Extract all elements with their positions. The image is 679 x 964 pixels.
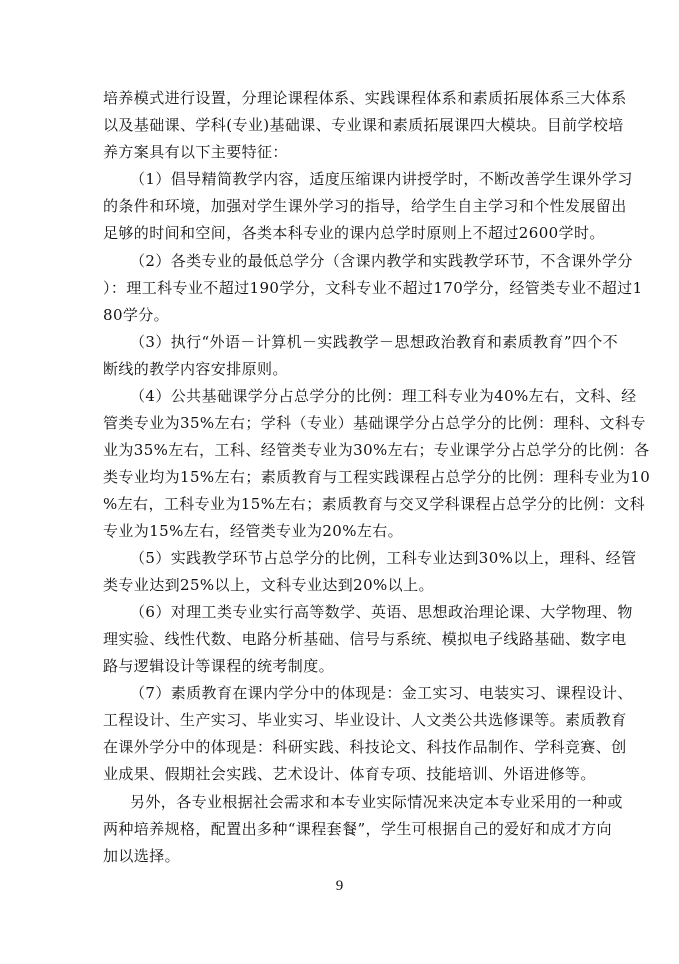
text-line: 足够的时间和空间，各类本科专业的课内总学时原则上不超过2600学时。 (103, 224, 605, 242)
text-line: 的条件和环境，加强对学生课外学习的指导，给学生自主学习和个性发展留出 (103, 197, 627, 215)
text-line: 两种培养规格，配置出多种“课程套餐”，学生可根据自己的爱好和成才方向 (103, 820, 612, 838)
text-line: 以及基础课、学科(专业)基础课、专业课和素质拓展课四大模块。目前学校培 (103, 116, 624, 134)
text-line: 养方案具有以下主要特征： (103, 143, 288, 161)
text-line: %左右，工科专业为15%左右；素质教育与交叉学科课程占总学分的比例：文科 (103, 495, 645, 513)
paragraph-2-line: （2）各类专业的最低总学分（含课内教学和实践教学环节，不含课外学分 (130, 252, 633, 270)
paragraph-3-line: （3）执行“外语－计算机－实践教学－思想政治教育和素质教育”四个不 (130, 333, 619, 351)
closing-paragraph-line: 另外，各专业根据社会需求和本专业实际情况来决定本专业采用的一种或 (130, 793, 623, 811)
text-line: 断线的教学内容安排原则。 (103, 360, 288, 378)
text-line: 业成果、假期社会实践、艺术设计、体育专项、技能培训、外语进修等。 (103, 765, 596, 783)
text-line: 路与逻辑设计等课程的统考制度。 (103, 657, 335, 675)
text-line: 理实验、线性代数、电路分析基础、信号与系统、模拟电子线路基础、数字电 (103, 630, 627, 648)
text-line: 80学分。 (103, 306, 170, 324)
paragraph-4-line: （4）公共基础课学分占总学分的比例：理工科专业为40%左右，文科、经 (130, 387, 637, 405)
text-line: 业为35%左右，工科、经管类专业为30%左右；专业课学分占总学分的比例：各 (103, 441, 650, 459)
paragraph-6-line: （6）对理工类专业实行高等数学、英语、思想政治理论课、大学物理、物 (130, 603, 633, 621)
text-line: 类专业达到25%以上，文科专业达到20%以上。 (103, 576, 434, 594)
paragraph-5-line: （5）实践教学环节占总学分的比例，工科专业达到30%以上，理科、经管 (130, 549, 637, 567)
text-line: 工程设计、生产实习、毕业实习、毕业设计、人文类公共选修课等。素质教育 (103, 711, 627, 729)
text-line: 加以选择。 (103, 847, 181, 865)
text-line: ）：理工科专业不超过190学分，文科专业不超过170学分，经管类专业不超过1 (103, 279, 643, 297)
paragraph-1-line: （1）倡导精简教学内容，适度压缩课内讲授学时，不断改善学生课外学习 (130, 170, 633, 188)
text-line: 培养模式进行设置，分理论课程体系、实践课程体系和素质拓展体系三大体系 (103, 89, 627, 107)
text-line: 在课外学分中的体现是：科研实践、科技论文、科技作品制作、学科竞赛、创 (103, 738, 627, 756)
text-line: 专业为15%左右，经管类专业为20%左右。 (103, 522, 404, 540)
text-line: 类专业均为15%左右；素质教育与工程实践课程占总学分的比例：理科专业为10 (103, 468, 651, 486)
page-number: 9 (335, 878, 344, 894)
paragraph-7-line: （7）素质教育在课内学分中的体现是：金工实习、电装实习、课程设计、 (130, 684, 633, 702)
text-line: 管类专业为35%左右；学科（专业）基础课学分占总学分的比例：理科、文科专 (103, 414, 646, 432)
